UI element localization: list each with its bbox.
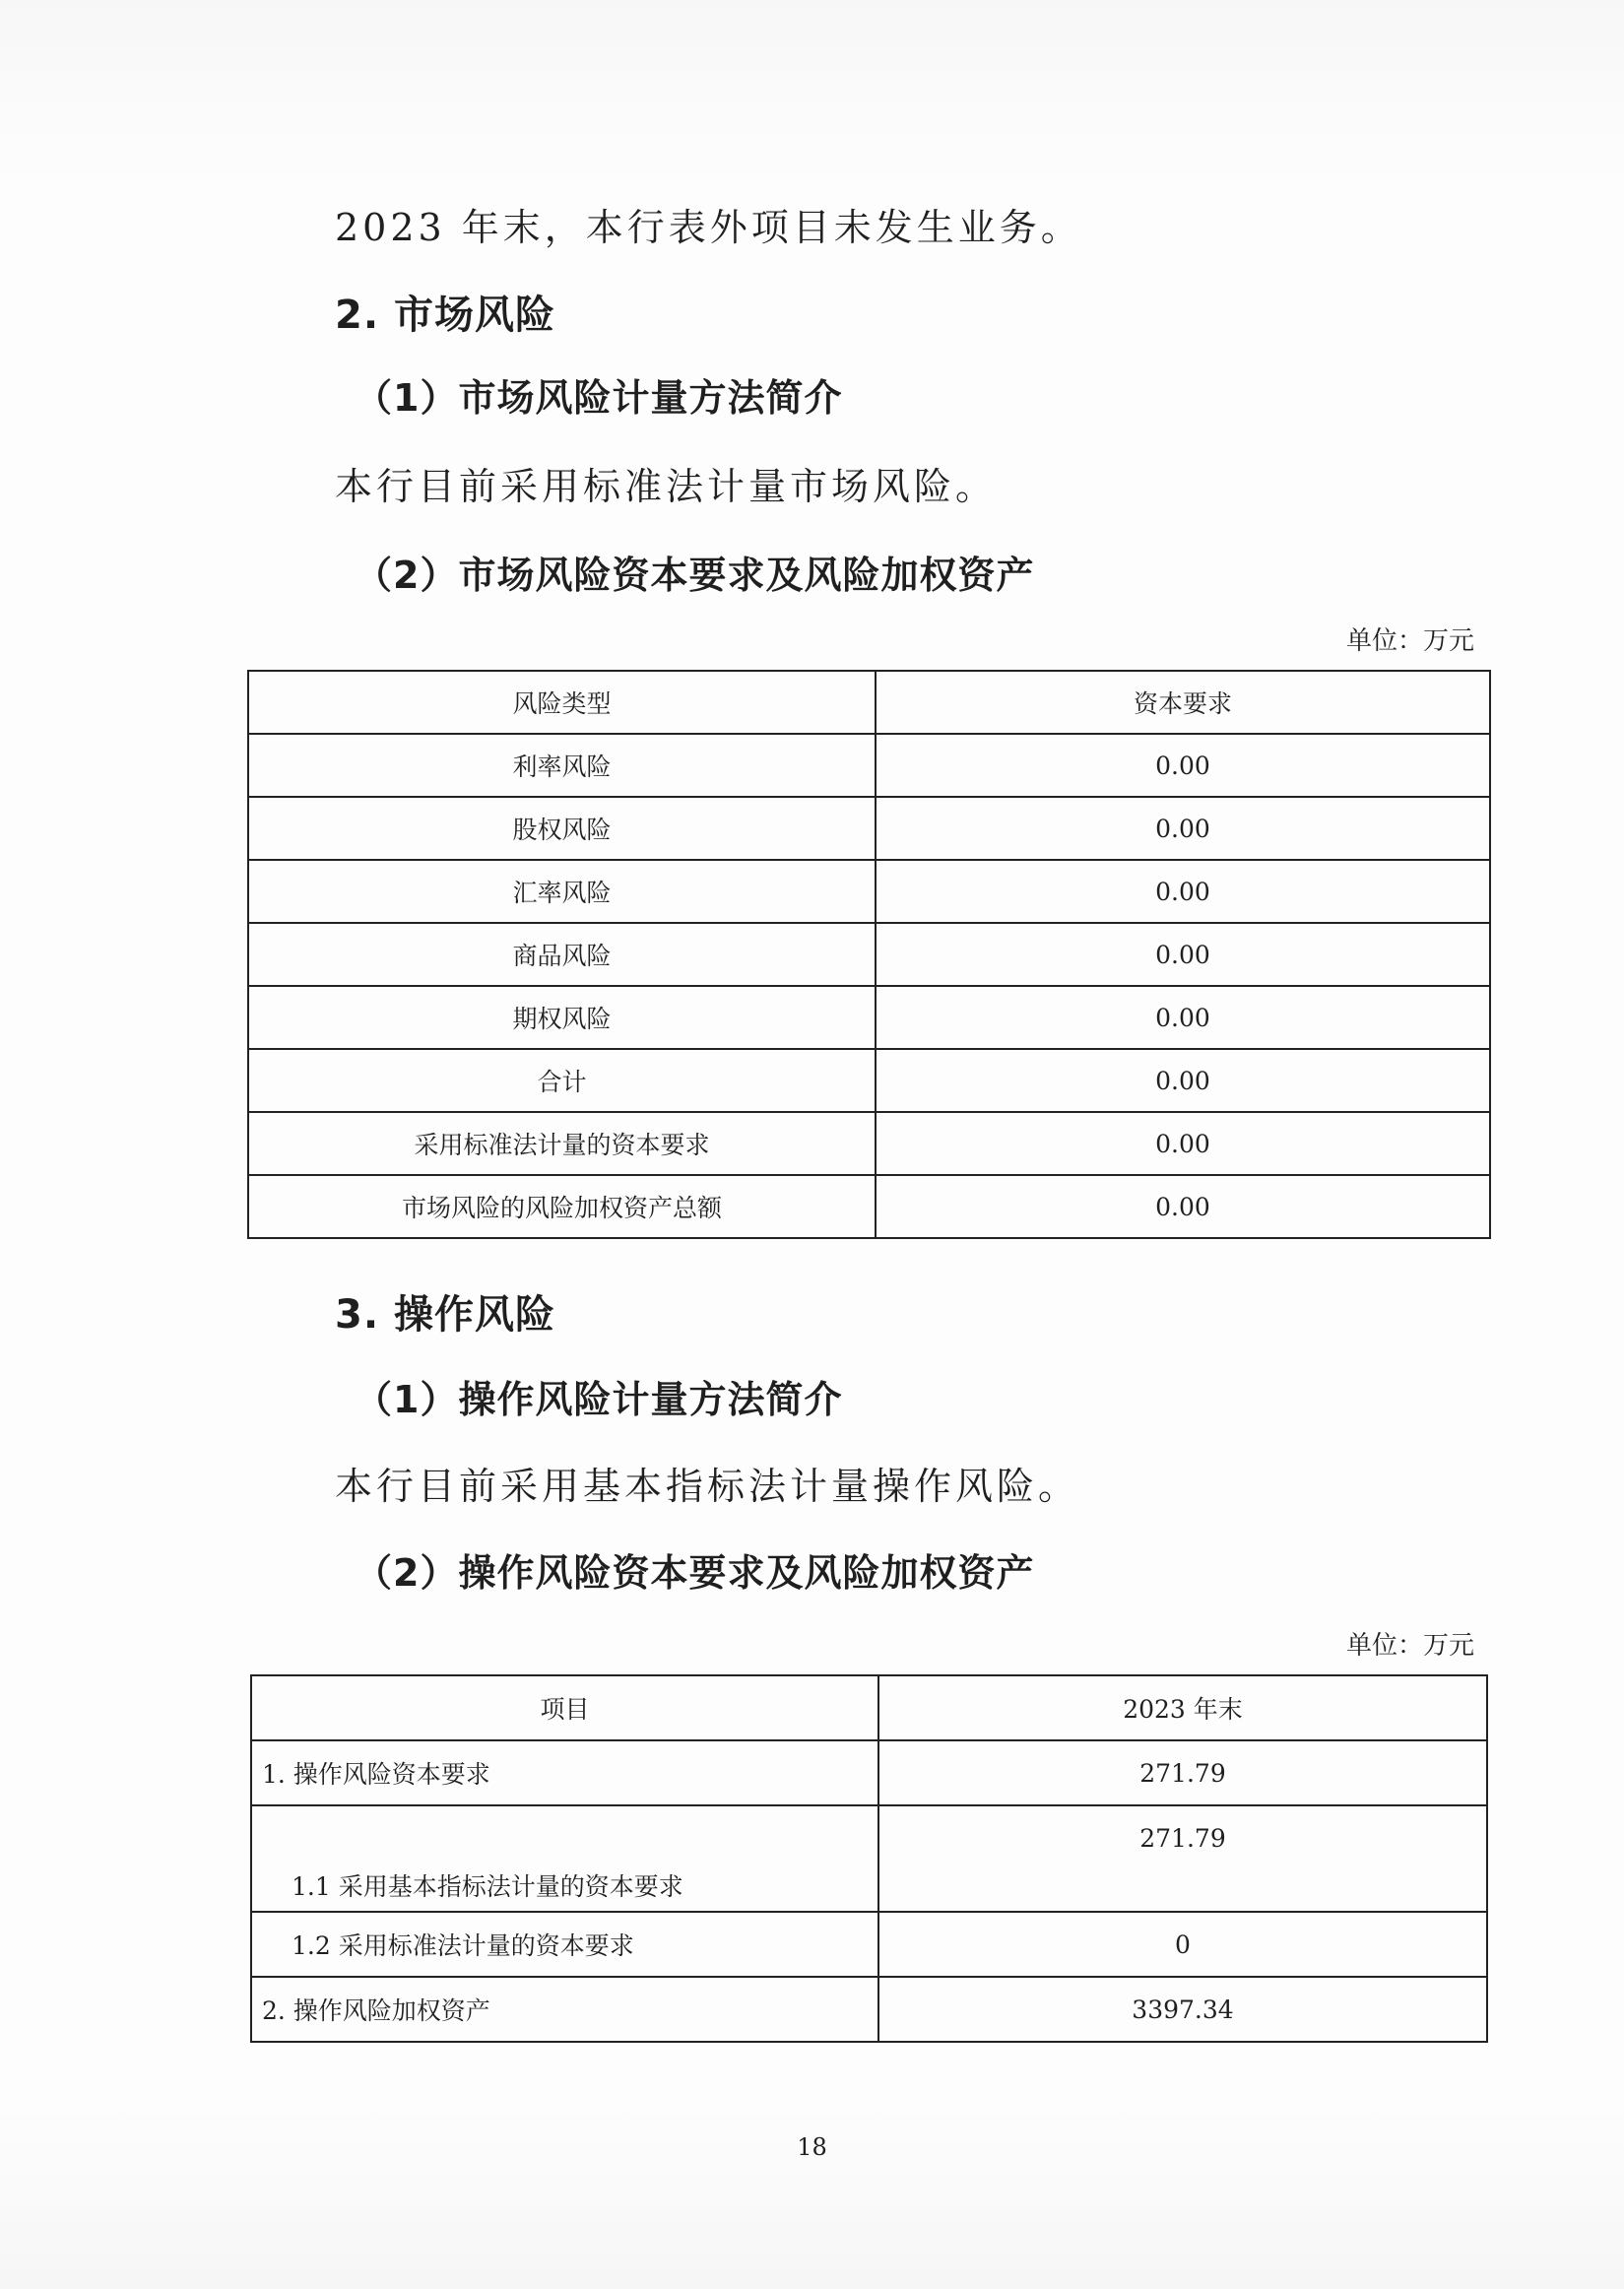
item-cell: 1.1 采用基本指标法计量的资本要求 <box>251 1805 878 1912</box>
item-cell: 1. 操作风险资本要求 <box>251 1740 878 1805</box>
table-row <box>248 986 1490 1049</box>
page-number: 18 <box>797 2133 827 2161</box>
capital-value-cell: 0.00 <box>876 1049 1490 1112</box>
table-row <box>248 860 1490 923</box>
risk-type-cell: 股权风险 <box>248 797 876 860</box>
table-row <box>248 1175 1490 1238</box>
table-row <box>251 1805 1487 1912</box>
table-header-row <box>248 671 1490 734</box>
value-cell: 0 <box>878 1912 1487 1977</box>
capital-value-cell: 0.00 <box>876 797 1490 860</box>
header-cell: 资本要求 <box>876 671 1490 734</box>
market-unit-label: 单位：万元 <box>1345 626 1474 656</box>
risk-type-cell: 利率风险 <box>248 734 876 797</box>
value-cell: 271.79 <box>878 1805 1487 1912</box>
table-row <box>251 1977 1487 2042</box>
intro-paragraph: 2023 年末，本行表外项目未发生业务。 <box>335 206 1082 249</box>
table-row <box>248 734 1490 797</box>
risk-type-cell: 汇率风险 <box>248 860 876 923</box>
operational-risk-method-heading: （1）操作风险计量方法简介 <box>355 1378 843 1421</box>
market-risk-heading: 2. 市场风险 <box>335 293 555 338</box>
market-risk-table <box>247 670 1491 1239</box>
table-row <box>251 1740 1487 1805</box>
capital-value-cell: 0.00 <box>876 860 1490 923</box>
header-cell: 项目 <box>251 1675 878 1740</box>
capital-value-cell: 0.00 <box>876 1175 1490 1238</box>
operational-risk-capital-heading: （2）操作风险资本要求及风险加权资产 <box>355 1551 1035 1595</box>
table-row <box>248 1112 1490 1175</box>
table-header-row <box>251 1675 1487 1740</box>
value-cell: 3397.34 <box>878 1977 1487 2042</box>
table-row <box>248 797 1490 860</box>
item-cell: 1.2 采用标准法计量的资本要求 <box>251 1912 878 1977</box>
table-row <box>248 1049 1490 1112</box>
header-cell: 2023 年末 <box>878 1675 1487 1740</box>
risk-type-cell: 商品风险 <box>248 923 876 986</box>
operational-risk-table <box>250 1674 1488 2043</box>
market-risk-method-text: 本行目前采用标准法计量市场风险。 <box>335 465 998 508</box>
item-cell: 2. 操作风险加权资产 <box>251 1977 878 2042</box>
table-row <box>248 923 1490 986</box>
value-cell: 271.79 <box>878 1740 1487 1805</box>
header-cell: 风险类型 <box>248 671 876 734</box>
operational-risk-method-text: 本行目前采用基本指标法计量操作风险。 <box>335 1465 1080 1508</box>
operational-unit-label: 单位：万元 <box>1345 1631 1474 1661</box>
risk-type-cell: 采用标准法计量的资本要求 <box>248 1112 876 1175</box>
market-risk-capital-heading: （2）市场风险资本要求及风险加权资产 <box>355 554 1035 597</box>
table-row <box>251 1912 1487 1977</box>
risk-type-cell: 期权风险 <box>248 986 876 1049</box>
capital-value-cell: 0.00 <box>876 734 1490 797</box>
risk-type-cell: 合计 <box>248 1049 876 1112</box>
capital-value-cell: 0.00 <box>876 986 1490 1049</box>
operational-risk-heading: 3. 操作风险 <box>335 1292 555 1338</box>
capital-value-cell: 0.00 <box>876 923 1490 986</box>
capital-value-cell: 0.00 <box>876 1112 1490 1175</box>
risk-type-cell: 市场风险的风险加权资产总额 <box>248 1175 876 1238</box>
market-risk-method-heading: （1）市场风险计量方法简介 <box>355 376 843 420</box>
